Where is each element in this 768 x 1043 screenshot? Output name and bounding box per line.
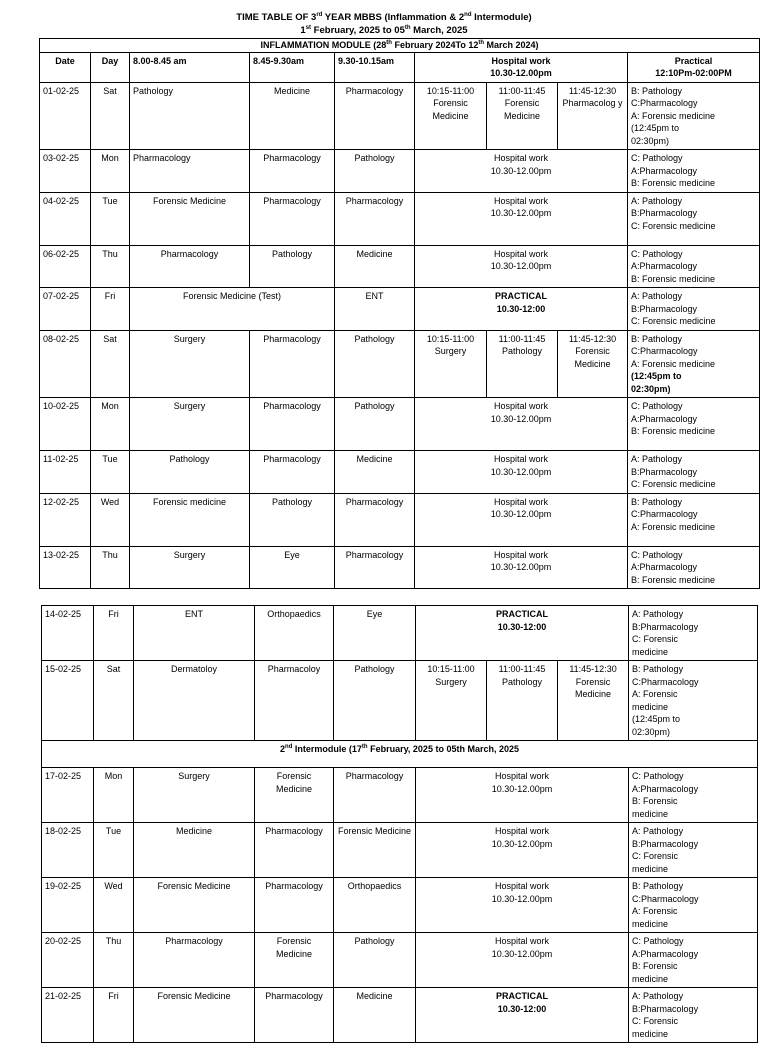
split-slot-cell: 10:15-11:00 Surgery: [415, 330, 487, 398]
day-cell: Fri: [91, 288, 130, 331]
slot3-cell: Pharmacology: [335, 493, 415, 546]
practical-group-line: A: Forensic medicine: [631, 358, 716, 369]
slot3-cell: Pathology: [334, 661, 416, 741]
hospital-work-line: Hospital work: [493, 454, 549, 464]
table-row: [42, 661, 758, 741]
date-cell: 08-02-25: [40, 330, 91, 398]
slot3-cell: Pharmacology: [334, 768, 416, 823]
practical-group-line: A:Pharmacology: [631, 562, 698, 572]
table-row: [40, 82, 760, 150]
practical-group-line: A: Forensic medicine: [631, 521, 716, 532]
hospital-work-line: 10.30-12.00pm: [491, 893, 553, 904]
header-practical-time: 12:10Pm-02:00PM: [655, 68, 732, 78]
module-header-text: 2: [280, 744, 286, 754]
practical-group-line: medicine: [632, 1028, 669, 1039]
practical-group-line: medicine: [632, 918, 669, 929]
practical-group-line: B:Pharmacology: [631, 208, 698, 218]
subtitle-text: 1: [300, 25, 306, 36]
slot1-cell: Pathology: [130, 82, 250, 150]
slot2-cell: Forensic Medicine: [255, 933, 334, 988]
slot2-cell: Eye: [250, 546, 335, 589]
practical-group-line: C:Pharmacology: [631, 509, 698, 519]
slot2-cell: Pharmacoloy: [255, 661, 334, 741]
split-slot-cell: 11:00-11:45 Pathology: [487, 661, 558, 741]
practical-session-cell: [415, 288, 628, 331]
slot1-cell: Medicine: [134, 823, 255, 878]
date-cell: 10-02-25: [40, 398, 91, 451]
date-cell: 03-02-25: [40, 150, 91, 193]
slot3-cell: Pathology: [335, 398, 415, 451]
date-cell: 04-02-25: [40, 192, 91, 245]
subtitle-text: March, 2025: [410, 25, 468, 36]
split-slot-cell: 11:45-12:30 Forensic Medicine: [558, 330, 628, 398]
practical-groups-cell: [629, 933, 758, 988]
day-cell: Mon: [94, 768, 134, 823]
slot1-cell: Forensic Medicine: [134, 878, 255, 933]
table-row: [40, 398, 760, 451]
date-cell: 12-02-25: [40, 493, 91, 546]
slot-combined-cell: Forensic Medicine (Test): [130, 288, 335, 331]
header-practical-title: Practical: [674, 55, 713, 66]
practical-group-line: A: Forensic medicine: [631, 110, 716, 121]
date-cell: 21-02-25: [42, 988, 94, 1043]
practical-session-line: 10.30-12:00: [496, 303, 546, 314]
hospital-work-cell: [415, 245, 628, 288]
practical-group-line: A:Pharmacology: [631, 261, 698, 271]
practical-session-line: PRACTICAL: [496, 609, 549, 619]
date-cell: 15-02-25: [42, 661, 94, 741]
split-slot-cell: 10:15-11:00 Surgery: [416, 661, 487, 741]
subtitle-sup: st: [305, 24, 312, 31]
slot1-cell: Surgery: [130, 330, 250, 398]
header-hospital-title: Hospital work: [491, 55, 551, 66]
timetable-intermodule: [41, 605, 758, 1043]
hospital-work-line: 10.30-12.00pm: [490, 208, 552, 218]
practical-group-line: A:Pharmacology: [631, 165, 698, 176]
slot1-cell: Pharmacology: [134, 933, 255, 988]
date-cell: 13-02-25: [40, 546, 91, 589]
title-text: Intermodule): [471, 12, 532, 23]
practical-group-line: B: Forensic: [632, 961, 678, 971]
date-cell: 14-02-25: [42, 606, 94, 661]
hospital-work-line: 10.30-12.00pm: [491, 838, 553, 849]
slot2-cell: Pharmacology: [255, 988, 334, 1043]
practical-group-line: A: Pathology: [631, 291, 683, 301]
day-cell: Sat: [91, 82, 130, 150]
split-slot-cell: 11:00-11:45 Pathology: [487, 330, 558, 398]
slot3-cell: Pathology: [335, 150, 415, 193]
hospital-work-line: 10.30-12.00pm: [490, 261, 552, 271]
practical-group-line: A: Pathology: [632, 991, 684, 1001]
practical-group-line: B:Pharmacology: [631, 466, 698, 477]
practical-group-line: C: Pathology: [631, 401, 683, 411]
day-cell: Tue: [91, 451, 130, 494]
table-row: [40, 288, 760, 331]
table-row: [40, 150, 760, 193]
practical-group-line: C: Pathology: [632, 936, 684, 946]
practical-group-line: C: Forensic: [632, 851, 679, 861]
subtitle-sup: th: [404, 24, 411, 31]
date-cell: 19-02-25: [42, 878, 94, 933]
practical-group-line: B: Forensic medicine: [631, 178, 716, 188]
practical-group-line: A: Pathology: [632, 609, 684, 619]
table-row: [40, 245, 760, 288]
module-header-text: February 2024To 12: [391, 40, 479, 50]
slot2-cell: Pharmacology: [255, 823, 334, 878]
split-slot-cell: 11:45-12:30 Pharmacolog y: [558, 82, 628, 150]
practical-session-line: PRACTICAL: [496, 991, 549, 1001]
slot1-cell: Surgery: [134, 768, 255, 823]
table-row: [40, 330, 760, 398]
practical-session-cell: [416, 988, 629, 1043]
practical-group-line: B: Pathology: [631, 496, 683, 507]
module-header: [42, 741, 758, 768]
day-cell: Wed: [94, 878, 134, 933]
slot2-cell: Pharmacology: [250, 150, 335, 193]
module-header-sup: th: [386, 40, 392, 46]
practical-time-line: 02:30pm): [631, 383, 671, 394]
practical-group-line: C:Pharmacology: [632, 893, 699, 904]
hospital-work-line: Hospital work: [495, 771, 550, 781]
practical-groups-cell: [629, 823, 758, 878]
practical-group-line: medicine: [632, 808, 669, 819]
practical-session-cell: [416, 606, 629, 661]
slot2-cell: Pharmacology: [250, 192, 335, 245]
practical-group-line: C:Pharmacology: [631, 98, 698, 108]
day-cell: Thu: [91, 245, 130, 288]
page-subtitle: [0, 24, 768, 37]
practical-group-line: B:Pharmacology: [632, 838, 699, 849]
slot2-cell: Pharmacology: [250, 451, 335, 494]
table-row: [40, 546, 760, 589]
practical-group-line: C: Pathology: [631, 153, 683, 163]
split-slot-cell: 11:45-12:30 Forensic Medicine: [558, 661, 629, 741]
hospital-work-line: Hospital work: [495, 936, 550, 946]
slot1-cell: ENT: [134, 606, 255, 661]
subtitle-text: February, 2025 to 05: [311, 25, 405, 36]
practical-groups-cell: [629, 878, 758, 933]
practical-group-line: C: Pathology: [631, 248, 683, 259]
table-row: [42, 878, 758, 933]
practical-groups-cell: [628, 150, 760, 193]
practical-group-line: B: Pathology: [631, 85, 683, 96]
table-row: [40, 192, 760, 245]
practical-groups-cell: [629, 661, 758, 741]
module-header-sup: th: [478, 40, 485, 46]
slot2-cell: Medicine: [250, 82, 335, 150]
day-cell: Sat: [91, 330, 130, 398]
hospital-work-line: 10.30-12.00pm: [491, 948, 553, 959]
hospital-work-cell: [416, 933, 629, 988]
hospital-work-cell: [415, 451, 628, 494]
slot1-cell: Pharmacology: [130, 245, 250, 288]
module-header-sup: th: [361, 744, 368, 750]
hospital-work-cell: [415, 546, 628, 589]
practical-group-line: A:Pharmacology: [631, 413, 698, 424]
header-hospital-time: 10.30-12.00pm: [490, 68, 552, 78]
hospital-work-line: Hospital work: [495, 881, 550, 891]
day-cell: Mon: [91, 150, 130, 193]
hospital-work-line: 10.30-12.00pm: [490, 466, 552, 477]
slot3-cell: Pharmacology: [335, 82, 415, 150]
practical-group-line: C: Forensic medicine: [631, 479, 716, 489]
day-cell: Thu: [94, 933, 134, 988]
practical-groups-cell: [629, 606, 758, 661]
module-header-text: INFLAMMATION MODULE (28: [260, 40, 387, 50]
practical-group-line: C: Pathology: [632, 771, 684, 781]
practical-group-line: A: Pathology: [631, 454, 683, 464]
practical-group-line: A: Pathology: [631, 195, 683, 206]
slot1-cell: Forensic medicine: [130, 493, 250, 546]
slot1-cell: Pathology: [130, 451, 250, 494]
practical-group-line: B: Pathology: [631, 333, 683, 344]
table-row: [42, 768, 758, 823]
practical-group-line: C: Forensic medicine: [631, 220, 716, 231]
header-practical: [628, 52, 760, 82]
hospital-work-line: 10.30-12.00pm: [490, 413, 552, 424]
practical-groups-cell: [629, 768, 758, 823]
header-day: Day: [91, 52, 130, 82]
slot3-cell: Pathology: [334, 933, 416, 988]
slot2-cell: Forensic Medicine: [255, 768, 334, 823]
day-cell: Sat: [94, 661, 134, 741]
slot2-cell: Pathology: [250, 245, 335, 288]
practical-group-line: B: Forensic medicine: [631, 273, 716, 284]
hospital-work-line: 10.30-12.00pm: [490, 509, 552, 519]
module-header-text: March 2024): [484, 40, 539, 50]
timetable-inflammation: [39, 38, 760, 589]
practical-group-line: B:Pharmacology: [632, 621, 699, 632]
module-header: [40, 39, 760, 53]
title-sup: rd: [316, 11, 323, 18]
table-row: [42, 823, 758, 878]
practical-group-line: B: Pathology: [632, 664, 684, 674]
table-row: [42, 606, 758, 661]
day-cell: Tue: [94, 823, 134, 878]
practical-groups-cell: [628, 451, 760, 494]
hospital-work-cell: [416, 768, 629, 823]
day-cell: Tue: [91, 192, 130, 245]
split-slot-cell: 10:15-11:00 Forensic Medicine: [415, 82, 487, 150]
practical-group-line: B: Forensic: [632, 796, 678, 806]
table-row: [42, 988, 758, 1043]
hospital-work-line: 10.30-12.00pm: [490, 562, 552, 572]
practical-group-line: A: Forensic: [632, 689, 678, 699]
practical-group-line: medicine: [632, 863, 669, 874]
page-title: [0, 11, 768, 24]
module-header-sup: nd: [285, 744, 293, 750]
practical-group-line: medicine: [632, 973, 669, 984]
slot1-cell: Surgery: [130, 398, 250, 451]
title-text: TIME TABLE OF 3: [236, 12, 317, 23]
slot2-cell: Pathology: [250, 493, 335, 546]
hospital-work-line: Hospital work: [493, 401, 549, 411]
hospital-work-line: 10.30-12.00pm: [490, 165, 552, 176]
module-header-text: Intermodule (17: [292, 744, 362, 754]
practical-session-line: PRACTICAL: [495, 291, 547, 301]
hospital-work-line: Hospital work: [493, 549, 549, 560]
practical-groups-cell: [628, 546, 760, 589]
practical-group-line: C: Pathology: [631, 549, 683, 560]
slot2-cell: Pharmacology: [250, 330, 335, 398]
hospital-work-line: Hospital work: [493, 153, 549, 163]
practical-group-line: (12:45pm to: [632, 714, 681, 724]
practical-group-line: A: Pathology: [632, 826, 684, 836]
slot1-cell: Dermatoloy: [134, 661, 255, 741]
slot1-cell: Surgery: [130, 546, 250, 589]
practical-group-line: 02:30pm): [631, 135, 670, 146]
practical-group-line: A:Pharmacology: [632, 783, 699, 794]
day-cell: Wed: [91, 493, 130, 546]
slot3-cell: Medicine: [335, 451, 415, 494]
hospital-work-line: Hospital work: [493, 496, 549, 507]
header-date: Date: [40, 52, 91, 82]
title-sup: nd: [464, 11, 472, 18]
hospital-work-cell: [415, 493, 628, 546]
table-row: [40, 451, 760, 494]
practical-groups-cell: [628, 192, 760, 245]
date-cell: 11-02-25: [40, 451, 91, 494]
header-slot3: 9.30-10.15am: [335, 52, 415, 82]
practical-session-line: 10.30-12:00: [497, 621, 547, 632]
split-slot-cell: 11:00-11:45 Forensic Medicine: [487, 82, 558, 150]
hospital-work-cell: [416, 878, 629, 933]
practical-group-line: A: Forensic: [632, 906, 678, 916]
header-slot1: 8.00-8.45 am: [130, 52, 250, 82]
practical-group-line: C:Pharmacology: [632, 676, 699, 687]
day-cell: Fri: [94, 988, 134, 1043]
day-cell: Fri: [94, 606, 134, 661]
module-header-text: February, 2025 to 05th March, 2025: [367, 744, 519, 754]
practical-group-line: medicine: [632, 646, 669, 657]
slot3-cell: Pharmacology: [335, 546, 415, 589]
practical-groups-cell: [628, 493, 760, 546]
slot1-cell: Forensic Medicine: [130, 192, 250, 245]
date-cell: 18-02-25: [42, 823, 94, 878]
practical-groups-cell: [628, 398, 760, 451]
day-cell: Thu: [91, 546, 130, 589]
slot3-cell: Medicine: [334, 988, 416, 1043]
title-text: YEAR MBBS (Inflammation & 2: [322, 12, 465, 23]
practical-groups-cell: [629, 988, 758, 1043]
hospital-work-cell: [416, 823, 629, 878]
slot2-cell: Pharmacology: [255, 878, 334, 933]
module-header-row: [42, 741, 758, 768]
slot1-cell: Forensic Medicine: [134, 988, 255, 1043]
practical-group-line: B:Pharmacology: [631, 303, 698, 314]
practical-groups-cell: [628, 288, 760, 331]
practical-group-line: B: Forensic medicine: [631, 426, 716, 436]
date-cell: 07-02-25: [40, 288, 91, 331]
practical-groups-cell: [628, 82, 760, 150]
hospital-work-line: Hospital work: [495, 826, 550, 836]
header-slot2: 8.45-9.30am: [250, 52, 335, 82]
day-cell: Mon: [91, 398, 130, 451]
date-cell: 17-02-25: [42, 768, 94, 823]
column-header-row: [40, 52, 760, 82]
practical-group-line: B:Pharmacology: [632, 1003, 699, 1014]
slot2-cell: Orthopaedics: [255, 606, 334, 661]
practical-group-line: C: Forensic medicine: [631, 316, 716, 326]
practical-group-line: C: Forensic: [632, 1016, 679, 1026]
practical-group-line: 02:30pm): [632, 726, 671, 737]
practical-group-line: medicine: [632, 701, 669, 712]
hospital-work-cell: [415, 398, 628, 451]
practical-group-line: (12:45pm to: [631, 123, 680, 133]
header-hospital: [415, 52, 628, 82]
slot3-cell: Orthopaedics: [334, 878, 416, 933]
practical-time-line: (12:45pm to: [631, 371, 682, 381]
practical-groups-cell: [628, 245, 760, 288]
slot1-cell: Pharmacology: [130, 150, 250, 193]
slot3-cell: Medicine: [335, 245, 415, 288]
practical-group-line: B: Pathology: [632, 881, 684, 891]
hospital-work-line: Hospital work: [493, 248, 549, 259]
slot3-cell: Eye: [334, 606, 416, 661]
date-cell: 20-02-25: [42, 933, 94, 988]
date-cell: 01-02-25: [40, 82, 91, 150]
hospital-work-line: Hospital work: [493, 195, 549, 206]
practical-group-line: C: Forensic: [632, 634, 679, 644]
slot2-cell: Pharmacology: [250, 398, 335, 451]
table-row: [42, 933, 758, 988]
hospital-work-cell: [415, 150, 628, 193]
slot3-cell: Pathology: [335, 330, 415, 398]
slot3-cell: Pharmacology: [335, 192, 415, 245]
date-cell: 06-02-25: [40, 245, 91, 288]
practical-group-line: A:Pharmacology: [632, 948, 699, 959]
practical-session-line: 10.30-12:00: [497, 1003, 547, 1014]
practical-group-line: C:Pharmacology: [631, 346, 698, 356]
hospital-work-cell: [415, 192, 628, 245]
practical-groups-cell: [628, 330, 760, 398]
table-row: [40, 493, 760, 546]
slot3-cell: Forensic Medicine: [334, 823, 416, 878]
hospital-work-line: 10.30-12.00pm: [491, 783, 553, 794]
slot3-cell: ENT: [335, 288, 415, 331]
practical-group-line: B: Forensic medicine: [631, 574, 716, 585]
